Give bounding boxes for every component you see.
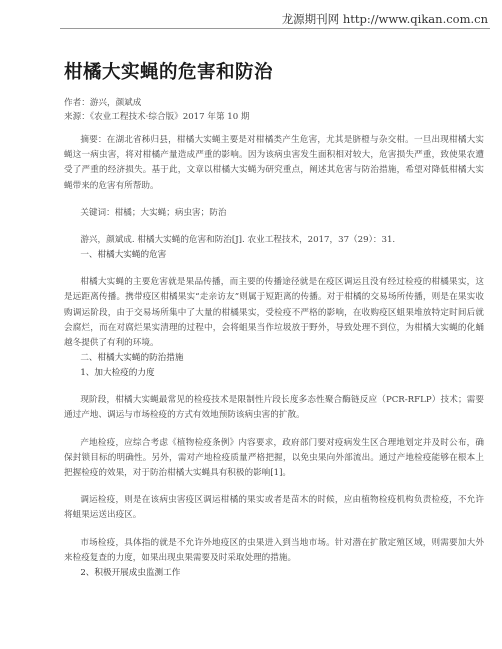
body-paragraph: 产地检疫，应综合考虑《植物检疫条例》内容要求，政府部门要对疫病发生区合理地划定并及时公布，确保封锁目标的明确性。另外，需对产地检疫质量严格把握，以免虫果向外部流出。通过产地检疫能够在根本上把握检疫的效果，对于防治柑橘大实蝇具有积极的影响[1]。 xyxy=(64,437,484,479)
header-rule xyxy=(60,28,490,29)
source-line: 来源：《农业工程技术·综合版》2017 年第 10 期 xyxy=(64,112,250,122)
keywords: 关键词：柑橘；大实蝇；病虫害；防治 xyxy=(80,207,227,218)
site-header[interactable]: 龙源期刊网 http://www.qikan.com.cn xyxy=(281,12,488,26)
body-paragraph: 柑橘大实蝇的主要危害就是果品传播，而主要的传播途径就是在疫区调运且没有经过检疫的柑橘果实，这是远距离传播。携带疫区柑橘果实“走亲访友”则属于短距离的传播。对于柑橘的交易场所传播，则是在果实收购调运阶段，由于交易场所集中了大量的柑橘果实，受检疫不严格的影响，在收购疫区蛆果堆放特定时间后就会腐烂，而在对腐烂果实清理的过程中，会将蛆果当作垃圾放于野外，导致处理不到位，为柑橘大实蝇的化蛹越冬提供了有利的环境。 xyxy=(64,277,484,349)
subsection-heading-1: 1、加大检疫的力度 xyxy=(80,368,155,379)
body-paragraph: 现阶段，柑橘大实蝇最常见的检疫技术是限制性片段长度多态性聚合酶链反应（PCR-RFLP）技术；需要通过产地、调运与市场检疫的方式有效地预防该病虫害的扩散。 xyxy=(64,395,484,421)
body-paragraph: 调运检疫，则是在该病虫害疫区调运柑橘的果实或者是苗木的时候，应由植物检疫机构负责检疫，不允许将蛆果运送出疫区。 xyxy=(64,495,484,521)
citation: 游兴，颜斌成. 柑橘大实蝇的危害和防治[J]. 农业工程技术，2017，37（29）：31. xyxy=(80,235,396,246)
section-heading-1: 一、柑橘大实蝇的危害 xyxy=(80,250,167,261)
subsection-heading-2: 2、积极开展成虫监测工作 xyxy=(80,568,181,579)
body-paragraph: 市场检疫，具体指的就是不允许外地疫区的虫果进入到当地市场。针对潜在扩散定殖区域，则需要加大外来检疫复查的力度，如果出现虫果需要及时采取处理的措施。 xyxy=(64,537,484,563)
article-title: 柑橘大实蝇的危害和防治 xyxy=(64,62,274,83)
abstract: 摘要：在湖北省秭归县，柑橘大实蝇主要是对柑橘类产生危害，尤其是脐橙与杂交柑。一旦出现柑橘大实蝇这一病虫害，将对柑橘产量造成严重的影响。因为该病虫害发生面积相对较大，危害损失严重，致使果农遭受了严重的经济损失。基于此，文章以柑橘大实蝇为研究重点，阐述其危害与防治措施，希望对降低柑橘大实蝇带来的危害有所帮助。 xyxy=(64,135,484,191)
section-heading-2: 二、柑橘大实蝇的防治措施 xyxy=(80,353,184,364)
author-line: 作者：游兴，颜斌成 xyxy=(64,98,142,108)
article xyxy=(64,58,484,581)
